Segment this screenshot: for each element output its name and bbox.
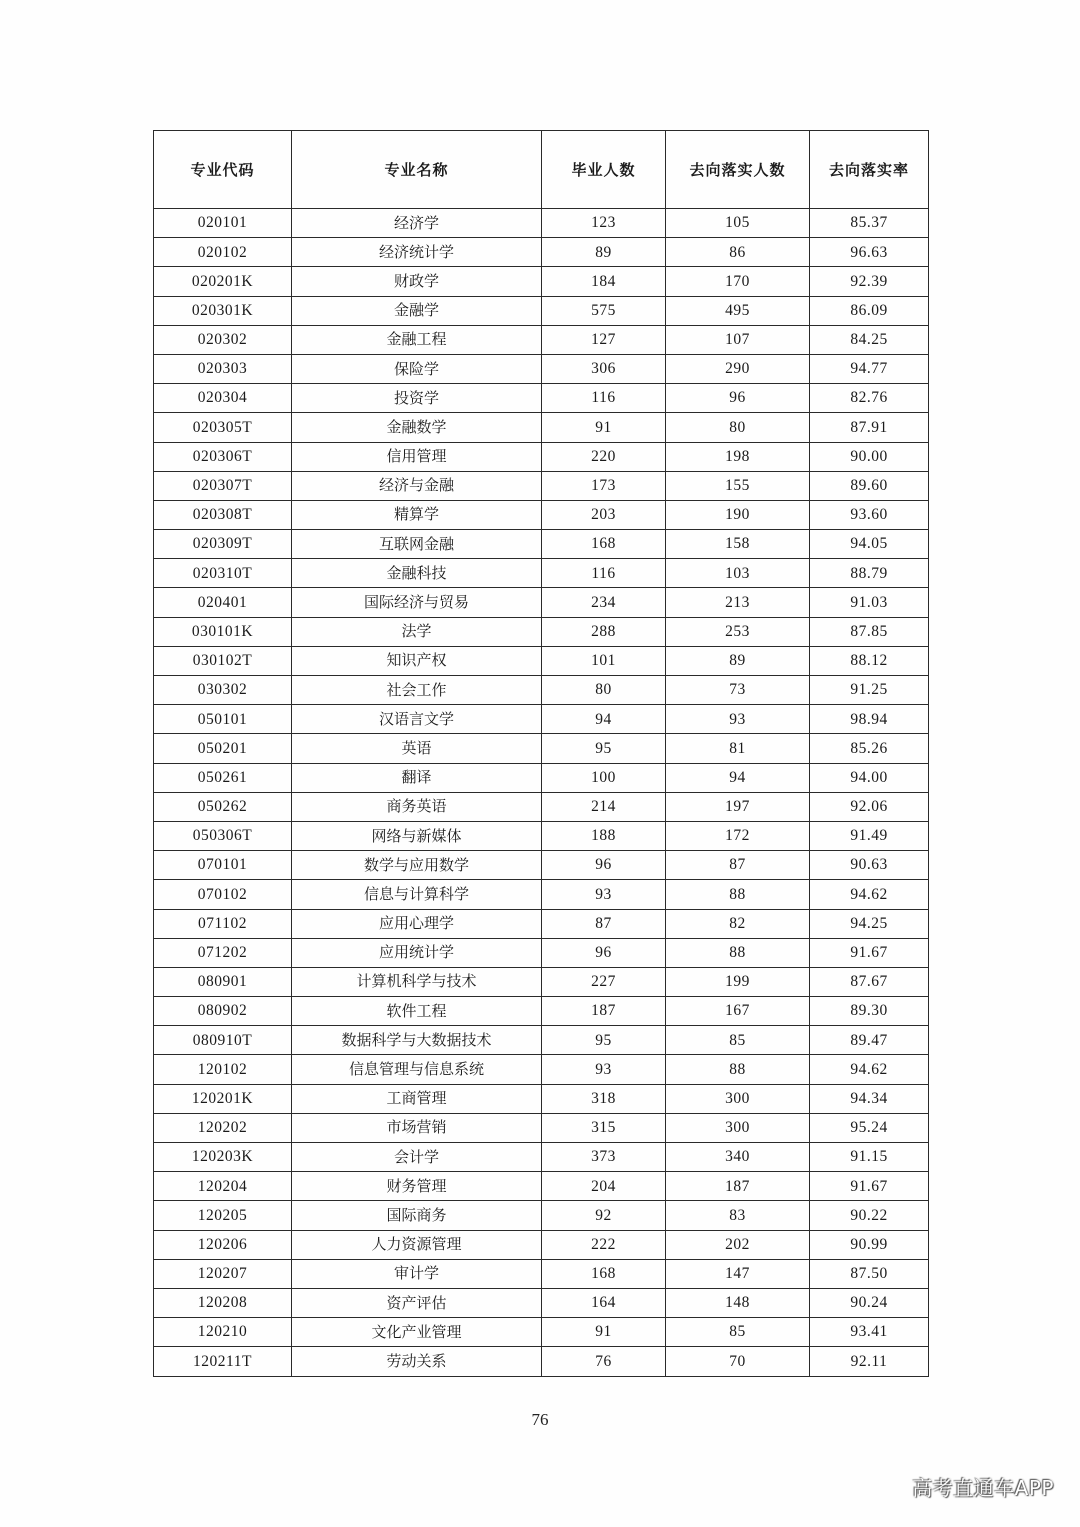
cell-graduates: 168 [542, 1259, 666, 1288]
cell-major-code: 120206 [154, 1230, 292, 1259]
cell-graduates: 204 [542, 1172, 666, 1201]
cell-placement-rate: 89.47 [810, 1026, 929, 1055]
cell-placement-rate: 88.12 [810, 646, 929, 675]
cell-graduates: 93 [542, 1055, 666, 1084]
cell-major-name: 金融科技 [292, 559, 542, 588]
cell-major-code: 120208 [154, 1288, 292, 1317]
cell-graduates: 87 [542, 909, 666, 938]
cell-placed-count: 88 [666, 1055, 810, 1084]
cell-graduates: 116 [542, 384, 666, 413]
cell-major-name: 审计学 [292, 1259, 542, 1288]
header-major-name: 专业名称 [292, 131, 542, 209]
table-row [154, 1084, 929, 1113]
cell-major-code: 030302 [154, 676, 292, 705]
cell-placed-count: 80 [666, 413, 810, 442]
cell-major-code: 080910T [154, 1026, 292, 1055]
cell-major-code: 020309T [154, 530, 292, 559]
cell-major-code: 070102 [154, 880, 292, 909]
cell-major-code: 050262 [154, 792, 292, 821]
cell-graduates: 123 [542, 209, 666, 238]
cell-placement-rate: 95.24 [810, 1113, 929, 1142]
cell-major-code: 050201 [154, 734, 292, 763]
cell-major-name: 计算机科学与技术 [292, 967, 542, 996]
cell-placement-rate: 91.67 [810, 938, 929, 967]
cell-placed-count: 300 [666, 1113, 810, 1142]
header-major-code: 专业代码 [154, 131, 292, 209]
cell-placement-rate: 93.60 [810, 500, 929, 529]
cell-placed-count: 81 [666, 734, 810, 763]
cell-graduates: 222 [542, 1230, 666, 1259]
cell-graduates: 101 [542, 646, 666, 675]
cell-major-code: 120102 [154, 1055, 292, 1084]
cell-major-name: 金融数学 [292, 413, 542, 442]
cell-major-code: 020304 [154, 384, 292, 413]
cell-graduates: 93 [542, 880, 666, 909]
cell-major-name: 应用心理学 [292, 909, 542, 938]
cell-major-code: 120211T [154, 1347, 292, 1376]
table-row [154, 705, 929, 734]
cell-major-name: 法学 [292, 617, 542, 646]
cell-major-code: 020201K [154, 267, 292, 296]
cell-major-code: 020308T [154, 500, 292, 529]
cell-major-name: 金融学 [292, 296, 542, 325]
cell-placed-count: 86 [666, 238, 810, 267]
table-header-row [154, 131, 929, 209]
cell-major-name: 数学与应用数学 [292, 851, 542, 880]
cell-placed-count: 300 [666, 1084, 810, 1113]
cell-graduates: 184 [542, 267, 666, 296]
cell-placed-count: 495 [666, 296, 810, 325]
cell-major-name: 汉语言文学 [292, 705, 542, 734]
cell-placed-count: 155 [666, 471, 810, 500]
cell-placed-count: 158 [666, 530, 810, 559]
cell-major-name: 网络与新媒体 [292, 821, 542, 850]
table-row [154, 851, 929, 880]
cell-placement-rate: 86.09 [810, 296, 929, 325]
cell-placement-rate: 98.94 [810, 705, 929, 734]
cell-major-code: 020401 [154, 588, 292, 617]
table-row [154, 442, 929, 471]
table-row [154, 617, 929, 646]
cell-placed-count: 199 [666, 967, 810, 996]
cell-placement-rate: 94.05 [810, 530, 929, 559]
cell-placed-count: 88 [666, 880, 810, 909]
cell-placement-rate: 91.15 [810, 1143, 929, 1172]
cell-placed-count: 147 [666, 1259, 810, 1288]
table-row [154, 1172, 929, 1201]
cell-placement-rate: 82.76 [810, 384, 929, 413]
table-row [154, 238, 929, 267]
cell-major-name: 经济与金融 [292, 471, 542, 500]
table-row [154, 676, 929, 705]
cell-graduates: 168 [542, 530, 666, 559]
table-row [154, 413, 929, 442]
cell-graduates: 95 [542, 1026, 666, 1055]
table-row [154, 384, 929, 413]
cell-placement-rate: 91.67 [810, 1172, 929, 1201]
cell-placement-rate: 87.85 [810, 617, 929, 646]
cell-major-name: 经济统计学 [292, 238, 542, 267]
cell-placed-count: 73 [666, 676, 810, 705]
cell-major-name: 保险学 [292, 354, 542, 383]
cell-placed-count: 87 [666, 851, 810, 880]
cell-major-name: 劳动关系 [292, 1347, 542, 1376]
cell-placed-count: 148 [666, 1288, 810, 1317]
cell-major-code: 120201K [154, 1084, 292, 1113]
cell-graduates: 203 [542, 500, 666, 529]
cell-major-code: 120207 [154, 1259, 292, 1288]
table-row [154, 1201, 929, 1230]
cell-placement-rate: 90.63 [810, 851, 929, 880]
table-row [154, 997, 929, 1026]
page-number: 76 [531, 1410, 549, 1429]
table-row [154, 588, 929, 617]
cell-major-code: 020310T [154, 559, 292, 588]
cell-placement-rate: 90.24 [810, 1288, 929, 1317]
cell-placed-count: 170 [666, 267, 810, 296]
table-row [154, 646, 929, 675]
table-row [154, 967, 929, 996]
cell-major-name: 知识产权 [292, 646, 542, 675]
cell-graduates: 306 [542, 354, 666, 383]
cell-major-code: 020101 [154, 209, 292, 238]
watermark: 高考直通车APP [912, 1476, 1054, 1500]
cell-placed-count: 85 [666, 1318, 810, 1347]
cell-placed-count: 187 [666, 1172, 810, 1201]
table-row [154, 734, 929, 763]
cell-major-code: 020301K [154, 296, 292, 325]
cell-placement-rate: 90.99 [810, 1230, 929, 1259]
table-row [154, 1230, 929, 1259]
cell-major-name: 人力资源管理 [292, 1230, 542, 1259]
table-row [154, 267, 929, 296]
cell-placement-rate: 89.30 [810, 997, 929, 1026]
cell-major-name: 市场营销 [292, 1113, 542, 1142]
cell-placed-count: 172 [666, 821, 810, 850]
cell-placed-count: 82 [666, 909, 810, 938]
cell-major-name: 数据科学与大数据技术 [292, 1026, 542, 1055]
cell-placement-rate: 85.26 [810, 734, 929, 763]
cell-graduates: 80 [542, 676, 666, 705]
cell-major-code: 120204 [154, 1172, 292, 1201]
cell-graduates: 288 [542, 617, 666, 646]
cell-placement-rate: 94.00 [810, 763, 929, 792]
cell-graduates: 164 [542, 1288, 666, 1317]
cell-placement-rate: 91.03 [810, 588, 929, 617]
table-row [154, 1026, 929, 1055]
cell-placement-rate: 94.62 [810, 1055, 929, 1084]
cell-placement-rate: 88.79 [810, 559, 929, 588]
cell-placed-count: 213 [666, 588, 810, 617]
cell-major-name: 信息管理与信息系统 [292, 1055, 542, 1084]
cell-major-name: 文化产业管理 [292, 1318, 542, 1347]
cell-major-name: 翻译 [292, 763, 542, 792]
cell-major-name: 投资学 [292, 384, 542, 413]
cell-major-name: 英语 [292, 734, 542, 763]
cell-placed-count: 167 [666, 997, 810, 1026]
employment-rate-table [153, 130, 929, 1377]
cell-placement-rate: 92.39 [810, 267, 929, 296]
cell-graduates: 95 [542, 734, 666, 763]
cell-major-name: 财政学 [292, 267, 542, 296]
cell-major-code: 030101K [154, 617, 292, 646]
cell-major-code: 120203K [154, 1143, 292, 1172]
table-row [154, 471, 929, 500]
cell-major-name: 社会工作 [292, 676, 542, 705]
cell-placed-count: 94 [666, 763, 810, 792]
cell-placed-count: 93 [666, 705, 810, 734]
cell-placed-count: 88 [666, 938, 810, 967]
cell-graduates: 91 [542, 1318, 666, 1347]
cell-placed-count: 83 [666, 1201, 810, 1230]
cell-major-name: 经济学 [292, 209, 542, 238]
cell-major-code: 120205 [154, 1201, 292, 1230]
cell-placement-rate: 89.60 [810, 471, 929, 500]
cell-placement-rate: 90.22 [810, 1201, 929, 1230]
cell-graduates: 96 [542, 851, 666, 880]
cell-major-code: 050101 [154, 705, 292, 734]
header-placed-count: 去向落实人数 [666, 131, 810, 209]
cell-graduates: 315 [542, 1113, 666, 1142]
cell-graduates: 373 [542, 1143, 666, 1172]
cell-graduates: 116 [542, 559, 666, 588]
cell-placed-count: 89 [666, 646, 810, 675]
cell-graduates: 234 [542, 588, 666, 617]
cell-placed-count: 190 [666, 500, 810, 529]
table-row [154, 1288, 929, 1317]
table-row [154, 821, 929, 850]
cell-placement-rate: 84.25 [810, 325, 929, 354]
cell-placement-rate: 87.50 [810, 1259, 929, 1288]
cell-graduates: 89 [542, 238, 666, 267]
cell-major-name: 工商管理 [292, 1084, 542, 1113]
cell-graduates: 188 [542, 821, 666, 850]
table-row [154, 1259, 929, 1288]
cell-graduates: 76 [542, 1347, 666, 1376]
cell-major-code: 020102 [154, 238, 292, 267]
table-row [154, 909, 929, 938]
cell-major-name: 金融工程 [292, 325, 542, 354]
cell-major-name: 商务英语 [292, 792, 542, 821]
cell-major-name: 应用统计学 [292, 938, 542, 967]
cell-major-name: 精算学 [292, 500, 542, 529]
cell-major-name: 国际商务 [292, 1201, 542, 1230]
cell-placed-count: 197 [666, 792, 810, 821]
cell-placement-rate: 94.62 [810, 880, 929, 909]
header-placement-rate: 去向落实率 [810, 131, 929, 209]
cell-major-name: 国际经济与贸易 [292, 588, 542, 617]
cell-graduates: 227 [542, 967, 666, 996]
cell-placement-rate: 91.49 [810, 821, 929, 850]
cell-major-code: 071202 [154, 938, 292, 967]
cell-placement-rate: 96.63 [810, 238, 929, 267]
cell-placement-rate: 94.25 [810, 909, 929, 938]
cell-placed-count: 103 [666, 559, 810, 588]
cell-placed-count: 96 [666, 384, 810, 413]
cell-graduates: 91 [542, 413, 666, 442]
cell-major-code: 020307T [154, 471, 292, 500]
cell-graduates: 173 [542, 471, 666, 500]
table-row [154, 792, 929, 821]
cell-placed-count: 70 [666, 1347, 810, 1376]
table-row [154, 325, 929, 354]
cell-graduates: 214 [542, 792, 666, 821]
table-row [154, 938, 929, 967]
table-row [154, 530, 929, 559]
cell-placement-rate: 87.67 [810, 967, 929, 996]
table-row [154, 209, 929, 238]
cell-placed-count: 107 [666, 325, 810, 354]
cell-placement-rate: 92.11 [810, 1347, 929, 1376]
cell-placement-rate: 90.00 [810, 442, 929, 471]
table-body [154, 209, 929, 1377]
cell-placement-rate: 92.06 [810, 792, 929, 821]
cell-major-code: 020302 [154, 325, 292, 354]
cell-major-name: 资产评估 [292, 1288, 542, 1317]
table-row [154, 1113, 929, 1142]
header-graduates: 毕业人数 [542, 131, 666, 209]
cell-placed-count: 202 [666, 1230, 810, 1259]
cell-placement-rate: 93.41 [810, 1318, 929, 1347]
table-row [154, 880, 929, 909]
cell-major-code: 070101 [154, 851, 292, 880]
table-row [154, 559, 929, 588]
cell-placement-rate: 94.34 [810, 1084, 929, 1113]
table-row [154, 763, 929, 792]
cell-placement-rate: 87.91 [810, 413, 929, 442]
cell-major-name: 信息与计算科学 [292, 880, 542, 909]
table-row [154, 1347, 929, 1376]
cell-major-name: 信用管理 [292, 442, 542, 471]
table-row [154, 1318, 929, 1347]
cell-graduates: 92 [542, 1201, 666, 1230]
cell-graduates: 575 [542, 296, 666, 325]
cell-placement-rate: 91.25 [810, 676, 929, 705]
table-row [154, 1143, 929, 1172]
cell-major-code: 030102T [154, 646, 292, 675]
cell-graduates: 127 [542, 325, 666, 354]
table-row [154, 354, 929, 383]
cell-graduates: 100 [542, 763, 666, 792]
cell-major-code: 050306T [154, 821, 292, 850]
cell-major-code: 080901 [154, 967, 292, 996]
cell-graduates: 187 [542, 997, 666, 1026]
cell-major-name: 软件工程 [292, 997, 542, 1026]
cell-graduates: 220 [542, 442, 666, 471]
cell-placed-count: 105 [666, 209, 810, 238]
cell-major-code: 080902 [154, 997, 292, 1026]
cell-major-code: 071102 [154, 909, 292, 938]
cell-graduates: 318 [542, 1084, 666, 1113]
cell-major-code: 020306T [154, 442, 292, 471]
table-row [154, 500, 929, 529]
cell-placement-rate: 85.37 [810, 209, 929, 238]
cell-placed-count: 290 [666, 354, 810, 383]
cell-major-name: 财务管理 [292, 1172, 542, 1201]
cell-major-name: 会计学 [292, 1143, 542, 1172]
table-row [154, 1055, 929, 1084]
cell-placement-rate: 94.77 [810, 354, 929, 383]
cell-major-name: 互联网金融 [292, 530, 542, 559]
cell-major-code: 020305T [154, 413, 292, 442]
cell-graduates: 94 [542, 705, 666, 734]
cell-major-code: 050261 [154, 763, 292, 792]
table-row [154, 296, 929, 325]
cell-major-code: 020303 [154, 354, 292, 383]
cell-placed-count: 85 [666, 1026, 810, 1055]
cell-placed-count: 253 [666, 617, 810, 646]
cell-placed-count: 198 [666, 442, 810, 471]
cell-graduates: 96 [542, 938, 666, 967]
cell-major-code: 120210 [154, 1318, 292, 1347]
cell-major-code: 120202 [154, 1113, 292, 1142]
cell-placed-count: 340 [666, 1143, 810, 1172]
